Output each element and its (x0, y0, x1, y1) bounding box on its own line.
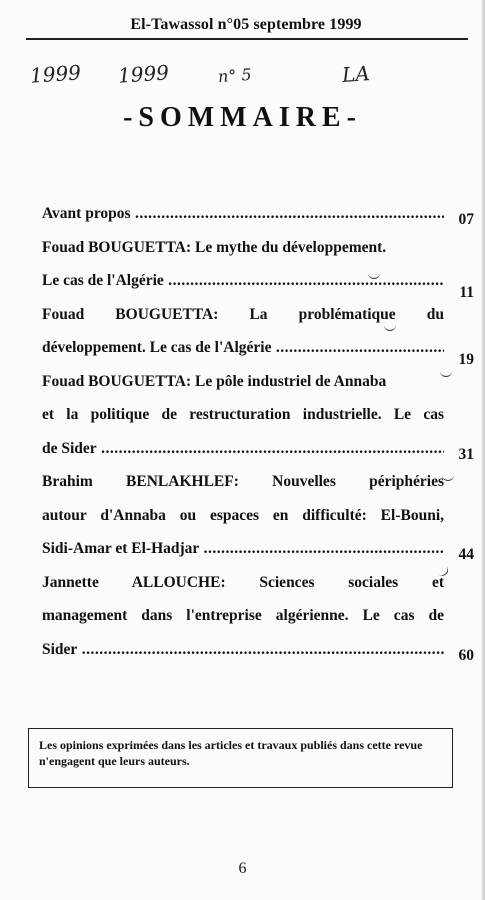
toc-page-number: 11 (459, 284, 474, 301)
toc-line (42, 468, 474, 502)
toc-entry-text: Fouad BOUGUETTA: Le pôle industriel de Annaba (42, 372, 387, 390)
toc-line (42, 602, 474, 636)
toc-entry-text: management dans l'entreprise algérienne. Le cas de (42, 607, 444, 624)
toc-entry-text: Fouad BOUGUETTA: Le mythe du développement. (42, 238, 387, 256)
toc-line (42, 435, 474, 469)
toc-line (42, 535, 474, 569)
handwritten-note-1: 1999 (29, 60, 82, 88)
disclaimer-box: Les opinions exprimées dans les articles et travaux publiés dans cette revue n'engagent que leurs auteurs. (28, 728, 453, 788)
toc-entry-text: autour d'Annaba ou espaces en difficulté: El-Bouni, (42, 506, 444, 524)
header-rule (26, 38, 468, 40)
handwritten-note-4: LA (341, 61, 371, 87)
toc-line (42, 334, 474, 368)
toc-entry-text: Jannette ALLOUCHE: Sciences sociales et (42, 573, 444, 591)
toc-line (42, 200, 474, 234)
toc-page-number: 44 (458, 546, 474, 563)
page-title: -SOMMAIRE- (123, 102, 362, 133)
toc-entry-text: Fouad BOUGUETTA: La problématique du (42, 305, 444, 323)
table-of-contents (42, 200, 474, 669)
toc-entry-text: Sidi-Amar et El-Hadjar ..... (42, 535, 444, 563)
toc-line (42, 401, 474, 435)
page-number: 6 (238, 860, 247, 877)
page-edge-shadow (481, 0, 485, 900)
toc-entry-text: et la politique de restructuration industrielle. Le cas (42, 406, 444, 423)
toc-line (42, 234, 474, 268)
journal-header: El-Tawassol n°05 septembre 1999 (130, 16, 362, 33)
handwritten-note-2: 1999 (117, 60, 170, 88)
toc-page-number: 60 (458, 646, 474, 664)
toc-entry-text: de Sider ..... (42, 435, 444, 463)
toc-line (42, 301, 474, 335)
toc-page-number: 31 (458, 445, 474, 463)
toc-line (42, 502, 474, 536)
toc-entry-text: Le cas de l'Algérie ..... (42, 267, 444, 295)
toc-page-number: 19 (458, 351, 474, 368)
toc-entry-text: développement. Le cas de l'Algérie ..... (42, 334, 444, 362)
toc-entry-text: Avant propos ..... (42, 200, 444, 228)
toc-entry-text: Sider ..... (42, 636, 444, 664)
toc-line (42, 569, 474, 603)
toc-line (42, 368, 474, 402)
toc-entry-text: Brahim BENLAKHLEF: Nouvelles périphéries (42, 473, 444, 490)
toc-page-number: 07 (458, 211, 474, 228)
toc-line (42, 636, 474, 670)
toc-line (42, 267, 474, 301)
handwritten-note-3: n° 5 (217, 64, 253, 87)
